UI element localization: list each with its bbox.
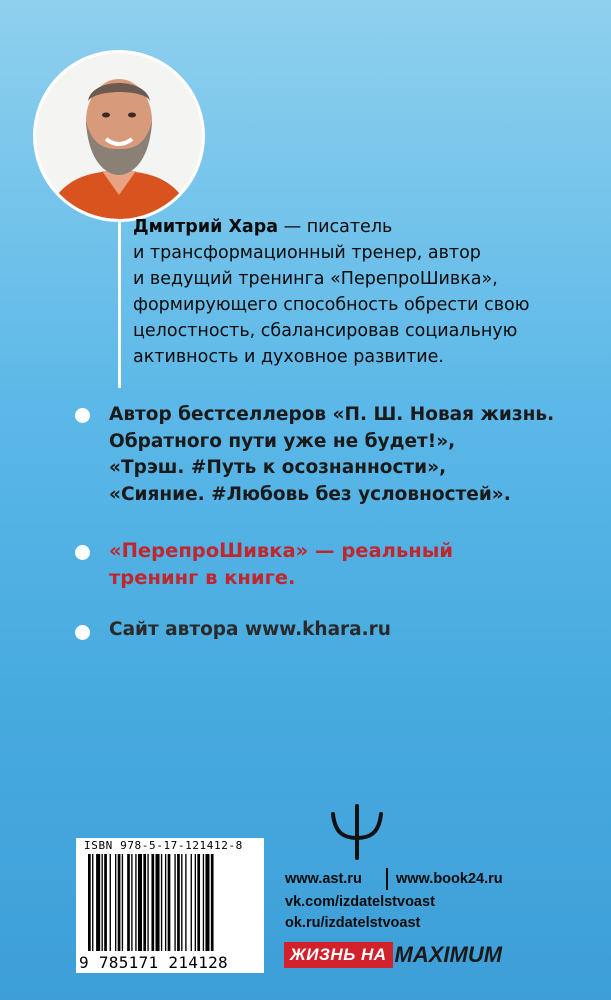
bullet-dot-site <box>75 625 90 640</box>
url-book24[interactable]: www.book24.ru <box>396 871 503 887</box>
series-part2: MAXIMUM <box>394 942 503 967</box>
url-vk[interactable]: vk.com/izdatelstvoast <box>285 894 435 910</box>
author-photo <box>33 50 205 222</box>
isbn-label: ISBN 978-5-17-121412-8 <box>84 839 243 852</box>
barcode <box>76 838 264 973</box>
bestsellers-text: Автор бестселлеров «П. Ш. Новая жизнь. Обратного пути уже не будет!», «Трэш. #Путь к осознанности», «Сияние. #Любовь без условностей». <box>109 404 555 505</box>
series-logo <box>284 942 502 968</box>
url-ast[interactable]: www.ast.ru <box>285 871 362 887</box>
bullet-dot-bestsellers <box>75 408 90 423</box>
isbn-number: 9 785171 214128 <box>79 953 228 972</box>
url-ok[interactable]: ok.ru/izdatelstvoast <box>285 915 421 931</box>
series-part1: ЖИЗНЬ НА <box>284 942 393 968</box>
author-bio: Дмитрий Хара — писатель и трансформационный тренер, автор и ведущий тренинга «ПерепроШивка», формирующего способность обрести свою целостность, сбалансировав социальную активность и духовное развитие. <box>133 217 530 367</box>
url-separator <box>386 868 388 890</box>
training-text: «ПерепроШивка» — реальный тренинг в книге. <box>109 539 454 589</box>
bullet-dot-training <box>75 545 90 560</box>
psi-logo-icon <box>327 800 387 860</box>
author-site-text: Сайт автора www.khara.ru <box>109 619 391 640</box>
author-name: Дмитрий Хара <box>133 217 279 237</box>
